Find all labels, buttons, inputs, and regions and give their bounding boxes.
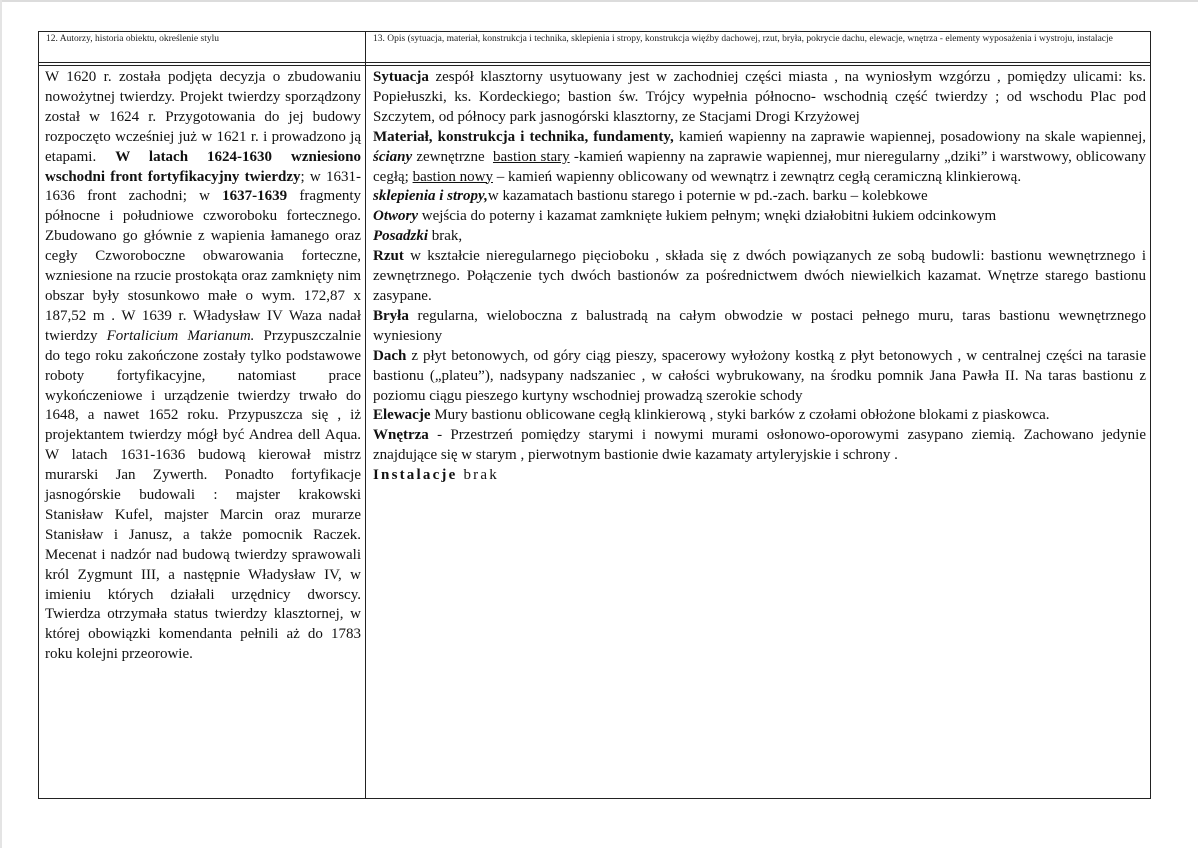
walls-text-1: zewnętrzne	[416, 148, 485, 165]
scan-edge-left	[0, 0, 2, 848]
interiors-text: - Przestrzeń pomiędzy starymi i nowymi murami osłonowo-oporowymi zasypano ziemią. Zachowano jedynie znajdujące się w starym , pierwotnym bastionie dwie kazamaty artyleryjskie i schrony .	[373, 427, 1147, 464]
roof-text: z płyt betonowych, od góry ciąg pieszy, spacerowy wyłożony kostką z płyt betonowych , w centralnej części na tarasie bastionu („plateu”), nadsypany nadszaniec , w całości wybrukowany, na środku pomnik Jana Pawła II. Na taras bastionu z poziomu ciągu pieszego kurtyny wschodniej prowadzą szerokie schody	[373, 347, 1147, 404]
walls-text-2: -kamień wapienny na zaprawie wapiennej, mur nieregularny „dziki” i warstwowy, oblicowany cegłą;	[373, 148, 1147, 185]
history-paragraph	[45, 68, 361, 665]
floors-entry	[373, 227, 1146, 247]
history-text-3: fragmenty północne i południowe czworoboku fortecznego. Zbudowano go głównie z wapienia łamanego oraz cegły Czworoboczne obwarowania forteczne, wzniesione na rzucie prostokąta oraz zamknięty nim obszar były stosunkowo małe o wym. 172,87 x 187,52 m . W 1639 r. Władysław IV Waza nadał twierdzy	[45, 188, 362, 344]
openings-label: Otwory	[373, 208, 418, 225]
history-bold-1: W latach 1624-1630 wzniesiono wschodni front fortyfikacyjny twierdzy	[45, 148, 361, 185]
history-header: 12. Autorzy, historia obiektu, określenie stylu	[46, 34, 219, 44]
situation-label: Sytuacja	[373, 69, 429, 85]
vaults-entry	[373, 187, 1146, 207]
elevations-text: Mury bastionu oblicowane cegłą klinkierową , styki barków z czołami obłożone blokami z piaskowca.	[434, 407, 1050, 424]
installations-label: Instalacje	[373, 467, 458, 484]
massing-entry	[373, 307, 1146, 347]
elevations-entry	[373, 406, 1146, 426]
header-rule-top	[39, 62, 1150, 63]
plan-text: w kształcie nieregularnego pięcioboku , składa się z dwóch powiązanych ze sobą budowli: bastionu wewnętrznego i zewnętrznego. Połączenie tych dwóch bastionów za pośrednictwem dwóch niewielkich kazamat. Wnętrze starego bastionu zasypane.	[373, 248, 1146, 304]
situation-text: zespół klasztorny usytuowany jest w zachodniej części miasta , na wyniosłym wzgórzu , pomiędzy ulicami: ks. Popiełuszki, ks. Kordeckiego; bastion św. Trójcy wypełnia północno- wschodnią część twierdzy ; od wschodu Plac pod Szczytem, od północy park jasnogórski klasztorny, ze Stacjami Drogi Krzyżowej	[373, 69, 1146, 125]
old-bastion-label: bastion stary	[492, 148, 570, 165]
vaults-label: sklepienia i stropy,	[373, 188, 488, 205]
plan-entry	[373, 247, 1146, 307]
column-divider	[365, 32, 366, 798]
floors-text: brak,	[431, 228, 463, 245]
material-text: kamień wapienny na zaprawie wapiennej, posadowiony na skale wapiennej,	[678, 128, 1146, 145]
history-text-1: W 1620 r. została podjęta decyzja o zbudowaniu nowożytnej twierdzy. Projekt twierdzy sporządzony został w 1624 r. Przygotowania do jej budowy rozpoczęto wcześniej już w 1621 r. i prowadzono ją etapami.	[45, 69, 361, 165]
header-rule-bottom	[39, 65, 1150, 66]
situation-entry	[373, 68, 1146, 128]
walls-text-3: – kamień wapienny oblicowany od wewnątrz i zewnątrz cegłą ceramiczną klinkierową.	[496, 168, 1022, 185]
interiors-entry	[373, 426, 1146, 466]
installations-text: brak	[463, 467, 499, 484]
history-italic-1: Fortalicium Marianum.	[106, 327, 255, 344]
openings-entry	[373, 207, 1146, 227]
description-cell	[373, 68, 1146, 486]
floors-label: Posadzki	[373, 228, 429, 245]
material-label: Materiał, konstrukcja i technika, fundamenty,	[373, 128, 674, 145]
massing-text: regularna, wieloboczna z balustradą na całym obwodzie w postaci pełnego muru, taras bastionu wewnętrznego wyniesiony	[373, 307, 1147, 344]
history-text-4: Przypuszczalnie do tego roku zakończone zostały tylko podstawowe roboty fortyfikacyjne, natomiast prace wykończeniowe i urządzenie twierdzy trwało do 1648, a nawet 1652 roku. Przypuszcza się , iż projektantem twierdzy mógł być Andrea dell Aqua. W latach 1631-1636 budową kierował mistrz murarski Jan Zywerth. Ponadto fortyfikacje jasnogórskie budowali : majster krakowski Stanisław Kufel, majster Marcin oraz murarze Stanisław i Janusz, a także pomocnik Raczek. Mecenat i nadzór nad budową twierdzy sprawowali król Zygmunt III, a następnie Władysław IV, w imieniu których działali urzędnicy dworscy. Twierdza otrzymała status twierdzy klasztornej, w której obowiązki komendanta pełnili aż do 1783 roku kolejni przeorowie.	[45, 327, 362, 663]
interiors-label: Wnętrza	[373, 427, 429, 444]
history-text-2: ; w 1631-1636 front zachodni; w	[45, 168, 361, 205]
scan-edge-top	[0, 0, 1198, 2]
elevations-label: Elewacje	[373, 407, 431, 424]
massing-label: Bryła	[373, 307, 409, 324]
roof-entry	[373, 347, 1146, 407]
plan-label: Rzut	[373, 248, 404, 265]
walls-label: ściany	[373, 148, 413, 165]
vaults-text: w kazamatach bastionu starego i poternie w pd.-zach. barku – kolebkowe	[487, 188, 928, 205]
new-bastion-label: bastion nowy	[412, 168, 493, 185]
history-bold-2: 1637-1639	[222, 188, 288, 205]
form-table	[38, 31, 1151, 799]
installations-entry	[373, 466, 1146, 486]
openings-text: wejścia do poterny i kazamat zamknięte łukiem pełnym; wnęki działobitni łukiem odcinkowym	[421, 208, 997, 225]
material-entry	[373, 128, 1146, 188]
roof-label: Dach	[373, 347, 407, 364]
history-cell	[45, 68, 361, 665]
description-header: 13. Opis (sytuacja, materiał, konstrukcja i technika, sklepienia i stropy, konstrukcja więźby dachowej, rzut, bryła, pokrycie dachu, elewacje, wnętrza - elementy wyposażenia i wystroju, instalacje	[373, 34, 1113, 44]
